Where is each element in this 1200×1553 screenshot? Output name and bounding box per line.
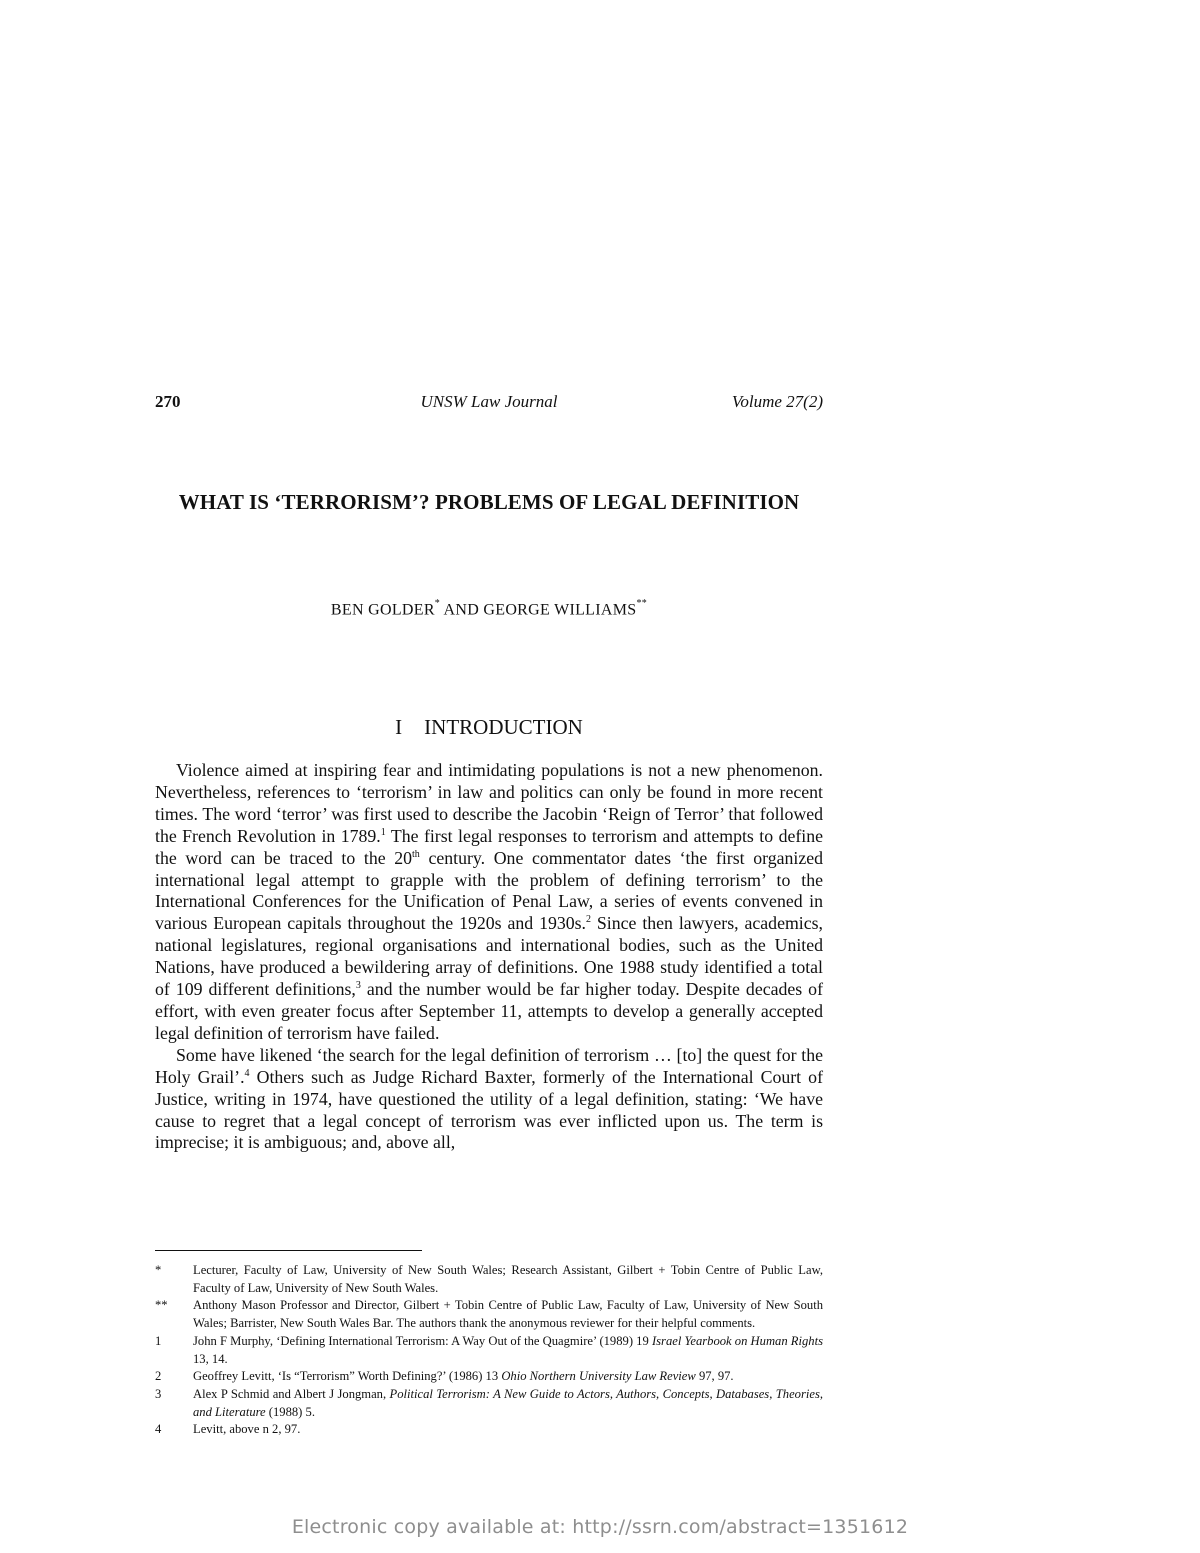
footnote bbox=[155, 1421, 823, 1439]
page-number: 270 bbox=[155, 392, 181, 411]
footnote-mark: * bbox=[155, 1263, 162, 1277]
paragraph-text: Since then lawyers, academics, national legislatures, regional organisations and international bodies, such as the United Nations, have produced a bewildering array of definitions. One 1988 study identified a total of 109 different definitions, bbox=[155, 913, 823, 1000]
paragraph-text: Others such as Judge Richard Baxter, formerly of the International Court of Justice, writing in 1974, have questioned the utility of a legal definition, stating: ‘We have cause to regret that a legal concept of terrorism was ever inflicted upon us. The term is imprecise; it is ambiguous; and, above all, bbox=[155, 1066, 823, 1153]
footnotes bbox=[155, 1262, 823, 1439]
author-name: GEORGE WILLIAMS bbox=[483, 601, 637, 619]
footnote-text bbox=[193, 1333, 823, 1368]
citation-source: Political Terrorism: A New Guide to Actors, Authors, Concepts, Databases, Theories, and Literature bbox=[193, 1386, 823, 1419]
footnote-mark: 2 bbox=[155, 1369, 162, 1384]
author-line bbox=[130, 600, 848, 619]
paragraph-text: Some have likened ‘the search for the legal definition of terrorism … [to] the quest for the Holy Grail’. bbox=[155, 1044, 823, 1087]
footnote bbox=[155, 1262, 823, 1297]
author-footnote-mark[interactable]: ** bbox=[636, 598, 648, 609]
section-heading bbox=[130, 715, 848, 740]
paragraph-text: century. One commentator dates ‘the first organized international legal attempt to grapple with the problem of defining terrorism’ to the International Conferences for the Unification of Penal Law, a series of events convened in various European capitals throughout the 1920s and 1930s. bbox=[155, 847, 823, 934]
footnote-text: Lecturer, Faculty of Law, University of New South Wales; Research Assistant, Gilbert + Tobin Centre of Public Law, Faculty of Law, University of New South Wales. bbox=[193, 1263, 823, 1295]
citation-pages: (1988) 5. bbox=[265, 1404, 315, 1419]
section-number: I bbox=[395, 715, 403, 739]
ordinal-suffix: th bbox=[412, 848, 420, 860]
footnote-divider bbox=[155, 1250, 422, 1251]
footnote bbox=[155, 1368, 823, 1386]
footnote bbox=[155, 1386, 823, 1421]
footnote-mark: 1 bbox=[155, 1333, 162, 1348]
citation-source: Israel Yearbook on Human Rights bbox=[651, 1333, 823, 1348]
author-name: BEN GOLDER bbox=[330, 601, 435, 619]
author-footnote-mark[interactable]: * bbox=[434, 598, 441, 609]
footnote-mark: 3 bbox=[155, 1386, 162, 1401]
paragraph bbox=[155, 1045, 823, 1155]
author-joiner: AND bbox=[440, 601, 484, 619]
footnote-reference[interactable]: 3 bbox=[355, 980, 361, 992]
footnote-reference[interactable]: 2 bbox=[586, 914, 591, 926]
citation-text: Geoffrey Levitt, ‘Is “Terrorism” Worth Defining?’ (1986) 13 bbox=[193, 1369, 502, 1384]
paragraph-text: and the number would be far higher today. Despite decades of effort, with even greater focus after September 11, attempts to develop a generally accepted legal definition of terrorism have failed. bbox=[155, 979, 823, 1043]
citation-source: Ohio Northern University Law Review bbox=[501, 1369, 696, 1384]
footnote bbox=[155, 1333, 823, 1368]
footnote-reference[interactable]: 4 bbox=[244, 1067, 250, 1079]
section-title: INTRODUCTION bbox=[424, 715, 583, 739]
journal-name: UNSW Law Journal bbox=[420, 392, 558, 411]
citation-text: Alex P Schmid and Albert J Jongman, bbox=[193, 1386, 390, 1401]
footnote-mark: ** bbox=[155, 1298, 168, 1313]
paragraph bbox=[155, 760, 823, 1045]
footnote-mark: 4 bbox=[155, 1422, 162, 1437]
citation-pages: 97, 97. bbox=[695, 1369, 734, 1384]
paragraph-text: Violence aimed at inspiring fear and intimidating populations is not a new phenomenon. Nevertheless, references to ‘terrorism’ in law and politics can only be found in more recent times. The word ‘terror’ was first used to describe the Jacobin ‘Reign of Terror’ that followed the French Revolution in 1789. bbox=[155, 760, 823, 846]
footnote-text: Levitt, above n 2, 97. bbox=[193, 1422, 301, 1437]
citation-pages: 13, 14. bbox=[193, 1351, 228, 1366]
ssrn-availability-stamp: Electronic copy available at: http://ssrn.com/abstract=1351612 bbox=[291, 1516, 909, 1538]
footnote-text bbox=[193, 1386, 823, 1421]
article-title: WHAT IS ‘TERRORISM’? PROBLEMS OF LEGAL DEFINITION bbox=[178, 490, 800, 514]
paragraph-text: The first legal responses to terrorism and attempts to define the word can be traced to the 20 bbox=[155, 825, 823, 868]
running-header bbox=[155, 390, 823, 416]
body-text bbox=[155, 760, 823, 1154]
footnote-reference[interactable]: 1 bbox=[380, 826, 386, 838]
footnote bbox=[155, 1297, 823, 1332]
footnote-text: Anthony Mason Professor and Director, Gilbert + Tobin Centre of Public Law, Faculty of Law, University of New South Wales; Barrister, New South Wales Bar. The authors thank the anonymous reviewer for their helpful comments. bbox=[193, 1298, 823, 1331]
footnote-text bbox=[193, 1368, 823, 1386]
volume-label: Volume 27(2) bbox=[731, 392, 823, 411]
citation-text: John F Murphy, ‘Defining International Terrorism: A Way Out of the Quagmire’ (1989) 19 bbox=[193, 1333, 652, 1348]
